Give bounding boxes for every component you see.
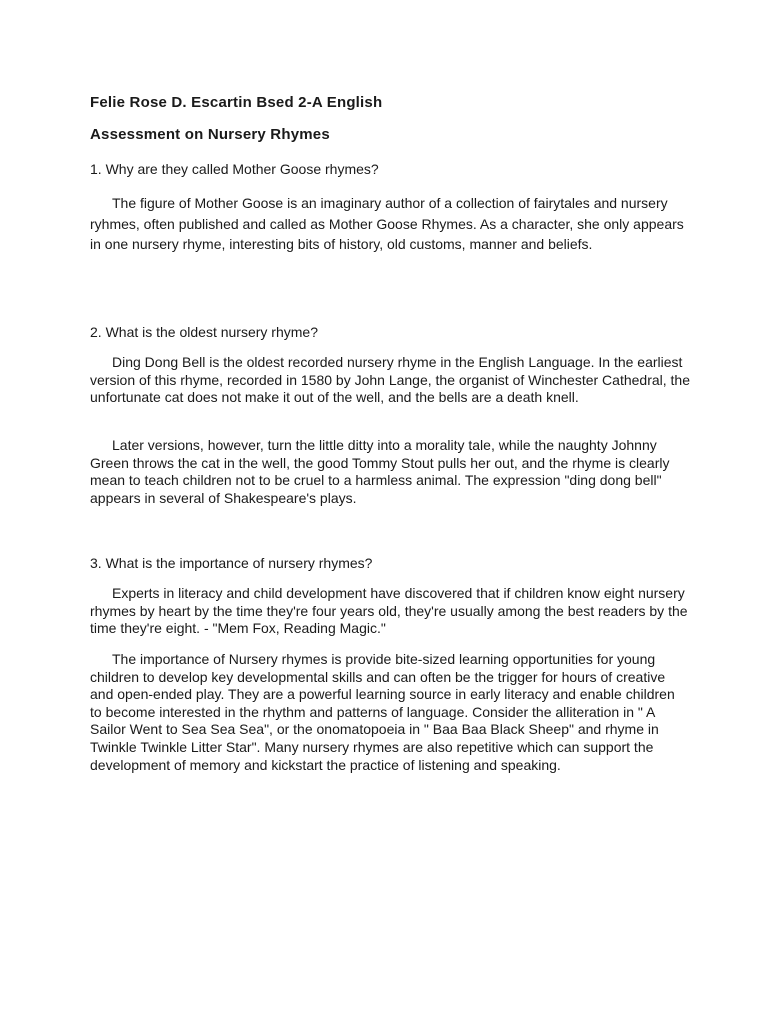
question-2: 2. What is the oldest nursery rhyme? [90, 324, 318, 340]
author-line: Felie Rose D. Escartin Bsed 2-A English [90, 94, 383, 111]
document-title: Assessment on Nursery Rhymes [90, 126, 330, 143]
answer-2-paragraph-1: Ding Dong Bell is the oldest recorded nursery rhyme in the English Language. In the earliest version of this rhyme, recorded in 1580 by John Lange, the organist of Winchester Cathedral, the unfortunate cat does not make it out of the well, and the bells are a death knell. [90, 354, 691, 406]
answer-2-paragraph-2: Later versions, however, turn the little ditty into a morality tale, while the naughty Johnny Green throws the cat in the well, the good Tommy Stout pulls her out, and the rhyme is clearly mean to teach children not to be cruel to a harmless animal. The expression "ding dong bell" appears in several of Shakespeare's plays. [90, 437, 670, 506]
answer-1-paragraph-1: The figure of Mother Goose is an imaginary author of a collection of fairytales and nursery ryhmes, often published and called as Mother Goose Rhymes. As a character, she only appears in one nursery rhyme, interesting bits of history, old customs, manner and beliefs. [90, 195, 684, 252]
answer-3-paragraph-2: The importance of Nursery rhymes is provide bite-sized learning opportunities for young children to develop key developmental skills and can often be the trigger for hours of creative and open-ended play. They are a powerful learning source in early literacy and enable children to become interested in the rhythm and patterns of language. Consider the alliteration in " A Sailor Went to Sea Sea Sea", or the onomatopoeia in " Baa Baa Black Sheep" and rhyme in Twinkle Twinkle Litter Star". Many nursery rhymes are also repetitive which can support the development of memory and kickstart the practice of listening and speaking. [90, 651, 675, 773]
answer-3-paragraph-1: Experts in literacy and child development have discovered that if children know eight nursery rhymes by heart by the time they're four years old, they're usually among the best readers by the time they're eight. - "Mem Fox, Reading Magic." [90, 585, 688, 637]
question-3: 3. What is the importance of nursery rhymes? [90, 555, 373, 571]
question-1: 1. Why are they called Mother Goose rhymes? [90, 161, 379, 177]
